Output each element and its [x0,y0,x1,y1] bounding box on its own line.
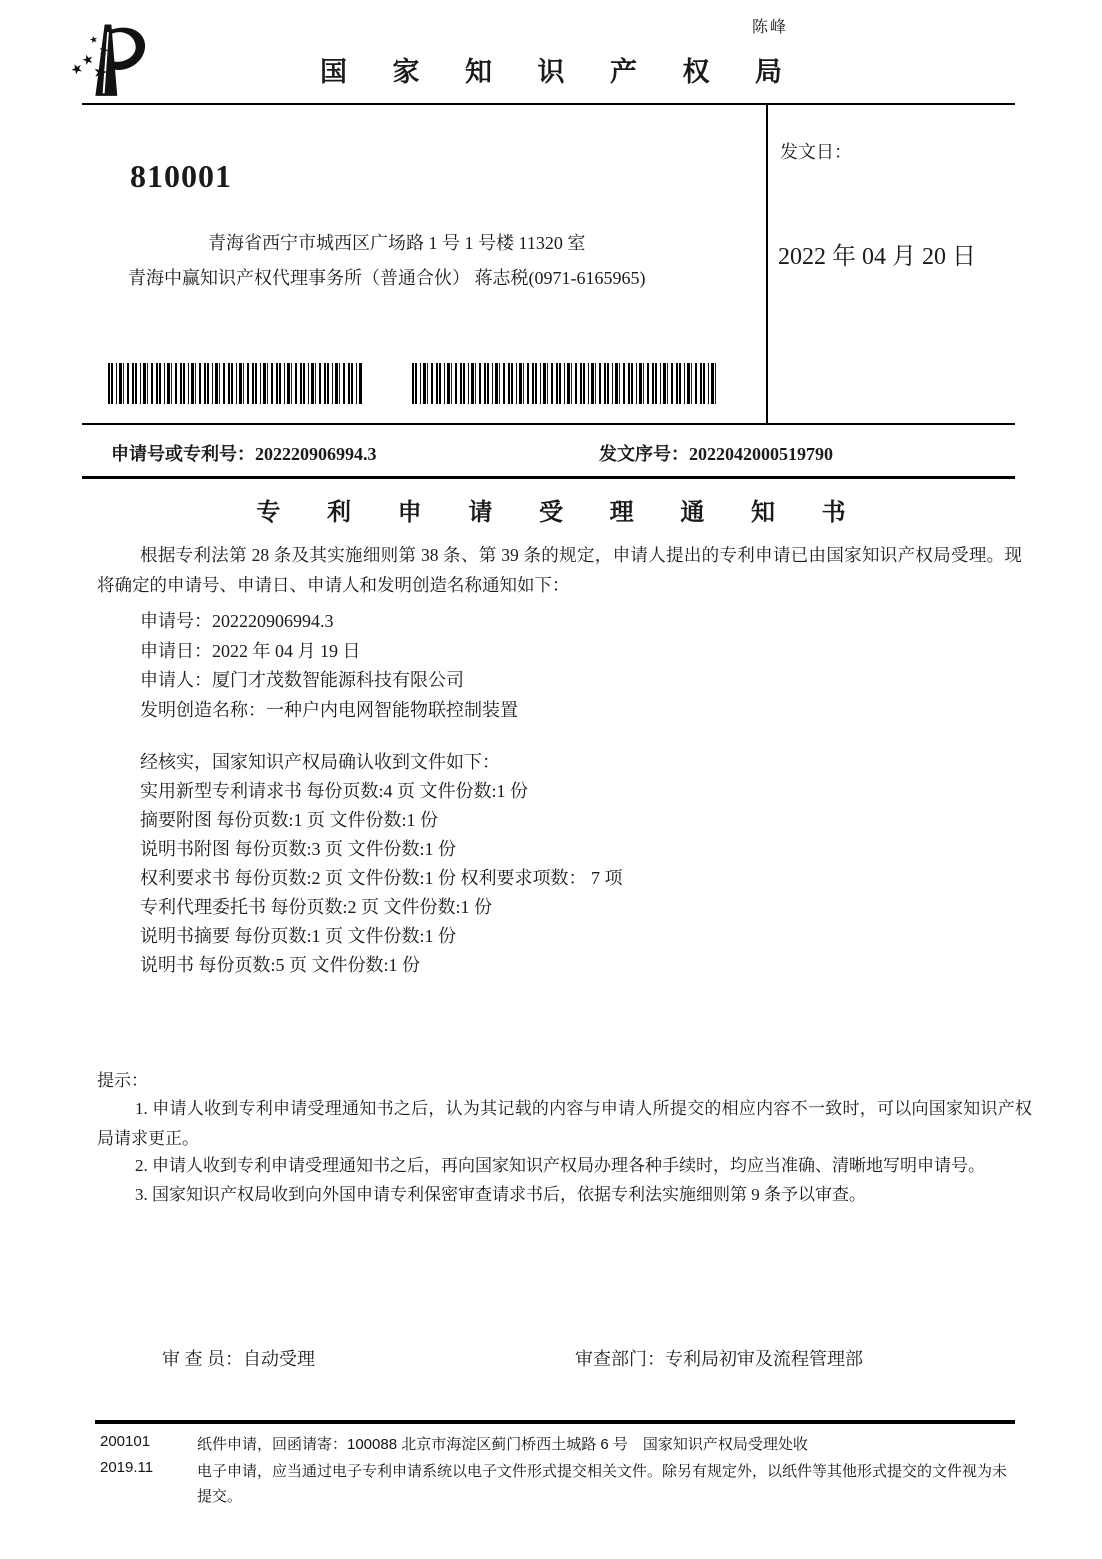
barcode-application-number [108,363,362,404]
document-item: 说明书 每份页数:5 页 文件份数:1 份 [140,955,421,975]
footer-form-code: 200101 [100,1433,151,1450]
application-number-value: 202220906994.3 [255,444,377,464]
document-item: 说明书附图 每份页数:3 页 文件份数:1 份 [140,839,457,859]
application-fields [140,607,518,725]
barcode-section-rule [82,423,1015,425]
tip-item-3: 3. 国家知识产权局收到向外国申请专利保密审查请求书后，依据专利法实施细则第 9 条予以审查。 [135,1185,866,1204]
notice-intro-paragraph: 根据专利法第 28 条及其实施细则第 38 条、第 39 条的规定，申请人提出的专利申请已由国家知识产权局受理。现将确定的申请号、申请日、申请人和发明创造名称通知如下： [97,545,1022,595]
notice-title: 专 利 申 请 受 理 通 知 书 [256,499,866,526]
document-item: 实用新型专利请求书 每份页数:4 页 文件份数:1 份 [140,781,528,801]
proofreader-name: 陈峰 [752,19,789,36]
barcode-serial-number [412,363,719,404]
notice-top-rule [82,476,1015,479]
tips-label: 提示： [97,1071,148,1090]
document-item: 权利要求书 每份页数:2 页 文件份数:1 份 权利要求项数： 7 项 [140,868,623,888]
recipient-address: 青海省西宁市城西区广场路 1 号 1 号楼 11320 室 [208,233,586,253]
address-date-divider [766,103,768,424]
header-rule [82,103,1015,105]
examiner-row [162,1345,315,1371]
received-documents-list [140,777,623,980]
tip-item-2: 2. 申请人收到专利申请受理通知书之后，再向国家知识产权局办理各种手续时，均应当准确、清晰地写明申请号。 [135,1156,985,1175]
field-applicant: 申请人：厦门才茂数智能源科技有限公司 [140,670,464,690]
field-application-date: 申请日：2022 年 04 月 19 日 [140,640,361,661]
footer-rule [95,1420,1015,1424]
department-label: 审查部门： [575,1349,665,1369]
serial-number-row [599,440,833,466]
department-row [575,1345,863,1371]
department-value: 专利局初审及流程管理部 [665,1349,863,1369]
footer-paper-instruction: 纸件申请，回函请寄：100088 北京市海淀区蓟门桥西土城路 6 号 国家知识产权局受理处收 [197,1436,808,1453]
serial-number-value: 2022042000519790 [689,444,833,464]
field-application-number: 申请号：202220906994.3 [140,611,334,631]
documents-intro: 经核实，国家知识产权局确认收到文件如下： [140,752,500,772]
application-number-row [111,440,377,466]
recipient-postcode: 810001 [130,158,232,194]
serial-number-label: 发文序号： [599,444,689,464]
document-item: 摘要附图 每份页数:1 页 文件份数:1 份 [140,810,439,830]
document-item: 说明书摘要 每份页数:1 页 文件份数:1 份 [140,926,457,946]
tip-item-1: 1. 申请人收到专利申请受理通知书之后，认为其记载的内容与申请人所提交的相应内容不一致时，可以向国家知识产权局请求更正。 [97,1099,1032,1148]
field-invention-title: 发明创造名称：一种户内电网智能物联控制装置 [140,699,518,720]
footer-electronic-instruction: 电子申请，应当通过电子专利申请系统以电子文件形式提交相关文件。除另有规定外，以纸件等其他形式提交的文件视为未提交。 [197,1463,1008,1505]
dispatch-date-value: 2022 年 04 月 20 日 [778,244,976,270]
agency-title: 国 家 知 识 产 权 局 [319,57,801,87]
dispatch-date-label: 发文日： [780,142,852,162]
application-number-label: 申请号或专利号： [111,444,255,464]
examiner-value: 自动受理 [243,1349,315,1369]
document-item: 专利代理委托书 每份页数:2 页 文件份数:1 份 [140,897,493,917]
examiner-label: 审 查 员： [162,1349,243,1369]
recipient-agency: 青海中赢知识产权代理事务所（普通合伙） 蒋志税(0971-6165965) [128,268,646,288]
footer-form-version: 2019.11 [100,1459,154,1476]
